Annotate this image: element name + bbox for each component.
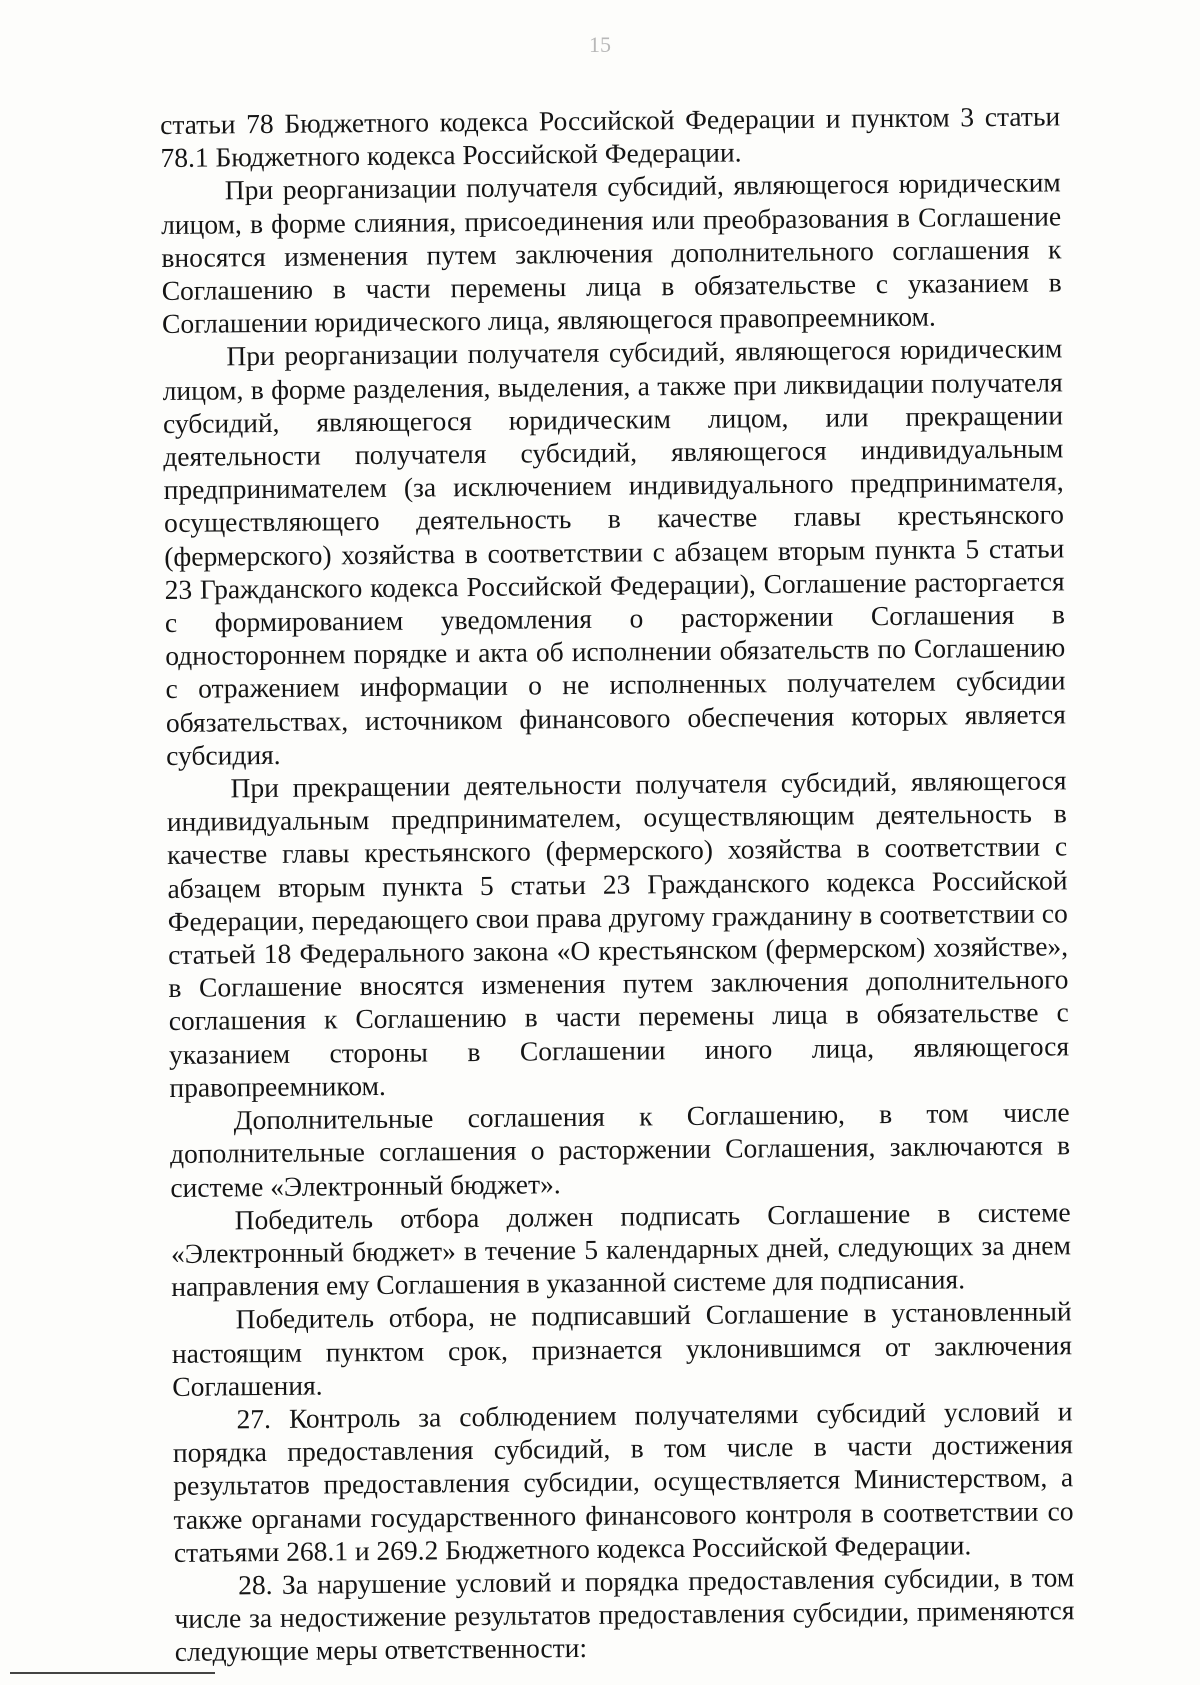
paragraph-item-28: 28. За нарушение условий и порядка предоставления субсидии, в том числе за недостижение результатов предоставления субсидии, применяются следующие меры ответственности:: [174, 1561, 1075, 1668]
paragraph-additional-agreements: Дополнительные соглашения к Соглашению, в том числе дополнительные соглашения о расторжении Соглашения, заключаются в системе «Электронный бюджет».: [169, 1096, 1071, 1203]
paragraph-winner-signing: Победитель отбора должен подписать Соглашение в системе «Электронный бюджет» в течение 5 календарных дней, следующих за днем направления ему Соглашения в указанной системе для подписания.: [170, 1196, 1072, 1303]
page-number: 15: [589, 32, 611, 57]
document-body: [160, 99, 1075, 1668]
footnote-divider: [10, 1672, 215, 1674]
paragraph-reorganization-merger: При реорганизации получателя субсидий, являющегося юридическим лицом, в форме слияния, присоединения или преобразования в Соглашение вносятся изменения путем заключения дополнительного соглашения к Соглашению в части перемены лица в обязательстве с указанием в Соглашении юридического лица, являющегося правопреемником.: [160, 166, 1062, 340]
paragraph-winner-evasion: Победитель отбора, не подписавший Соглашение в установленный настоящим пунктом срок, признается уклонившимся от заключения Соглашения.: [171, 1295, 1073, 1402]
paragraph-continuation: статьи 78 Бюджетного кодекса Российской Федерации и пунктом 3 статьи 78.1 Бюджетного кодекса Российской Федерации.: [160, 100, 1061, 174]
paragraph-farm-termination: При прекращении деятельности получателя субсидий, являющегося индивидуальным предпринимателем, осуществляющим деятельность в качестве главы крестьянского (фермерского) хозяйства в соответствии с абзацем вторым пункта 5 статьи 23 Гражданского кодекса Российской Федерации, передающего свои права другому гражданину в соответствии со статьей 18 Федерального закона «О крестьянском (фермерском) хозяйстве», в Соглашение вносятся изменения путем заключения дополнительного соглашения к Соглашению в части перемены лица в обязательстве с указанием стороны в Соглашении иного лица, являющегося правопреемником.: [166, 764, 1070, 1103]
paragraph-reorganization-division: При реорганизации получателя субсидий, являющегося юридическим лицом, в форме разделения, выделения, а также при ликвидации получателя субсидий, являющегося юридическим лицом, или прекращении деятельности получателя субсидий, являющегося индивидуальным предпринимателем (за исключением индивидуального предпринимателя, осуществляющего деятельность в качестве главы крестьянского (фермерского) хозяйства в соответствии с абзацем вторым пункта 5 статьи 23 Гражданского кодекса Российской Федерации), Соглашение расторгается с формированием уведомления о расторжении Соглашения в одностороннем порядке и акта об исполнении обязательств по Соглашению с отражением информации о не исполненных получателем субсидии обязательствах, источником финансового обеспечения которых является субсидия.: [162, 332, 1067, 771]
paragraph-item-27: 27. Контроль за соблюдением получателями субсидий условий и порядка предоставления субсидий, в том числе в части достижения результатов предоставления субсидии, осуществляется Министерством, а также органами государственного финансового контроля в соответствии со статьями 268.1 и 269.2 Бюджетного кодекса Российской Федерации.: [172, 1395, 1074, 1568]
